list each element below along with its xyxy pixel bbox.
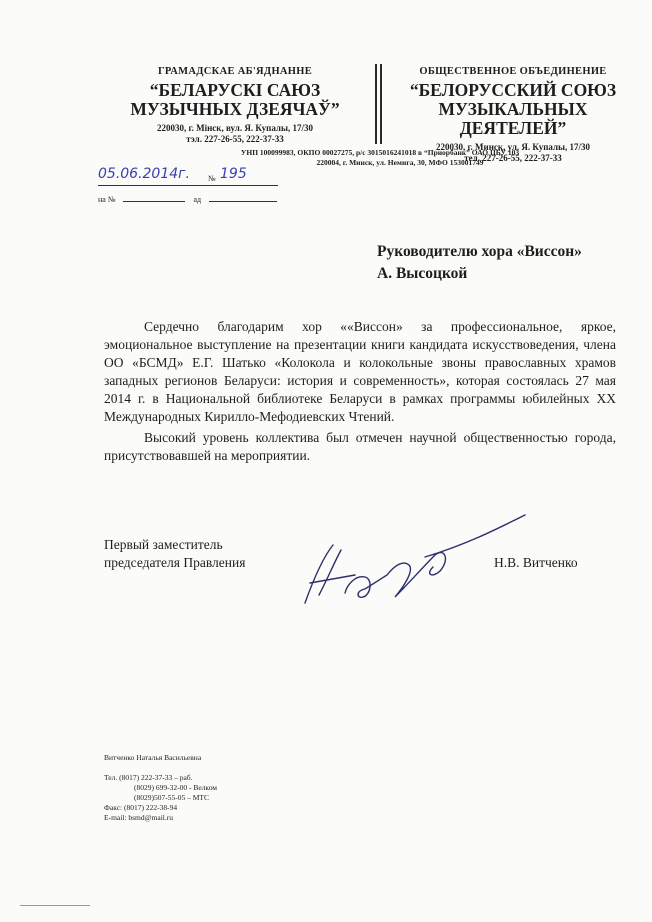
outgoing-date: 05.06.2014г. — [98, 166, 190, 182]
contacts-tel1: Тел. (8017) 222-37-33 – раб. — [104, 773, 193, 782]
reply-from-label: ад — [193, 195, 202, 204]
outgoing-number-label: № — [208, 174, 216, 183]
recipient-line2: А. Высоцкой — [377, 265, 468, 282]
contacts-email: E-mail: bsmd@mail.ru — [104, 813, 173, 822]
header-right-line3: МУЗЫКАЛЬНЫХ ДЕЯТЕЛЕЙ” — [438, 99, 588, 138]
reply-number-label: на № — [98, 195, 116, 204]
header-left-line2: “БЕЛАРУСКІ САЮЗ — [149, 80, 321, 100]
reply-number-blank — [123, 201, 185, 202]
header-right-line2: “БЕЛОРУССКИЙ СОЮЗ — [409, 80, 617, 100]
signatory-name: Н.В. Витченко — [494, 555, 578, 570]
recipient-line1: Руководителю хора «Виссон» — [377, 243, 582, 260]
contacts-executor: Витченко Наталья Васильевна — [104, 753, 202, 762]
header-left-line3: МУЗЫЧНЫХ ДЗЕЯЧАЎ” — [130, 99, 340, 119]
outgoing-number-row — [98, 166, 298, 188]
header-right-line1: ОБЩЕСТВЕННОЕ ОБЪЕДИНЕНИЕ — [419, 66, 607, 77]
signature-position-line2: председателя Правления — [104, 555, 246, 570]
requisites — [170, 148, 590, 168]
reply-row — [98, 195, 298, 204]
signature-position-line1: Первый заместитель — [104, 537, 223, 552]
header-separator-line-1 — [375, 64, 377, 144]
outgoing-underline — [98, 185, 278, 186]
contacts-fax: Факс: (8017) 222-38-94 — [104, 803, 178, 812]
header-right-phones: тел. 227-26-55, 222-37-33 — [464, 153, 562, 163]
header-separator-line-2 — [380, 64, 382, 144]
reply-date-blank — [209, 201, 277, 202]
header-left-line1: ГРАМАДСКАЕ АБ'ЯДНАННЕ — [157, 66, 313, 77]
body-paragraph-2: Высокий уровень коллектива был отмечен научной общественностью города, присутствовавшей на мероприятии. — [104, 430, 616, 463]
contacts-tel3: (8029)507-55-05 – МТС — [134, 793, 209, 802]
contacts-tel2: (8029) 699-32-00 - Велком — [134, 783, 218, 792]
header-right-address: 220030, г. Минск, ул. Я. Купалы, 17/30 — [435, 142, 591, 152]
letter-body — [104, 318, 616, 465]
requisites-line2: 220004, г. Минск, ул. Немига, 30, МФО 153001749 — [316, 158, 484, 167]
header-left-phones: тэл. 227-26-55, 222-37-33 — [186, 134, 284, 144]
contacts-block — [104, 753, 304, 823]
signature-position — [104, 536, 304, 572]
header-left-address: 220030, г. Мінск, вул. Я. Купалы, 17/30 — [157, 123, 313, 133]
requisites-line1: УНП 100099983, ОКПО 00027275, р/с 3015016241018 в “Приорбанк” ОАО ЦБУ 103 — [240, 148, 520, 157]
outgoing-number: 195 — [220, 166, 247, 182]
body-paragraph-1: Сердечно благодарим хор ««Виссон» за профессиональное, яркое, эмоциональное выступление на презентации книги кандидата искусствоведения, члена ОО «БСМД» Е.Г. Шатько «Колокола и колокольные звоны православных храмов западных регионов Беларуси: история и современность», которая состоялась 27 мая 2014 г. в Национальной библиотеке Беларуси в рамках программы юбилейных XX Международных Кирилло-Мефодиевских Чтений. — [104, 319, 616, 424]
recipient — [377, 241, 637, 285]
header-left-block — [110, 66, 360, 145]
bottom-scan-mark — [20, 905, 90, 906]
